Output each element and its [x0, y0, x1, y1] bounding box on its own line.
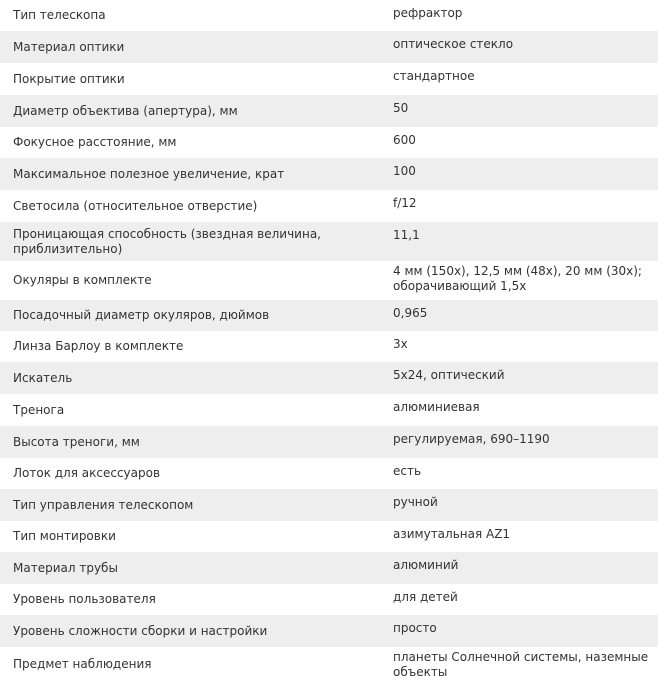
spec-row	[0, 394, 658, 426]
spec-row	[0, 0, 658, 31]
spec-row	[0, 190, 658, 222]
spec-label: Высота треноги, мм	[0, 426, 387, 458]
spec-label: Диаметр объектива (апертура), мм	[0, 95, 387, 127]
spec-value: алюминиевая	[387, 394, 658, 426]
spec-value: 100	[387, 158, 658, 190]
spec-label: Максимальное полезное увеличение, крат	[0, 158, 387, 190]
spec-row	[0, 331, 658, 362]
spec-value: стандартное	[387, 63, 658, 95]
spec-label: Тип телескопа	[0, 0, 387, 31]
spec-label: Уровень сложности сборки и настройки	[0, 615, 387, 647]
spec-label: Фокусное расстояние, мм	[0, 127, 387, 158]
spec-value: азимутальная AZ1	[387, 521, 658, 552]
spec-row	[0, 31, 658, 63]
spec-value: 0,965	[387, 300, 658, 331]
spec-value: 600	[387, 127, 658, 158]
spec-value: алюминий	[387, 552, 658, 584]
spec-value: есть	[387, 458, 658, 489]
spec-label: Проницающая способность (звездная величина, приблизительно)	[0, 222, 387, 261]
spec-label: Тип монтировки	[0, 521, 387, 552]
spec-label: Предмет наблюдения	[0, 647, 387, 682]
spec-row	[0, 552, 658, 584]
spec-row	[0, 158, 658, 190]
spec-row	[0, 362, 658, 394]
spec-row	[0, 127, 658, 158]
spec-label: Светосила (относительное отверстие)	[0, 190, 387, 222]
spec-row	[0, 458, 658, 489]
spec-value: 3x	[387, 331, 658, 362]
spec-value: ручной	[387, 489, 658, 521]
spec-value: 4 мм (150x), 12,5 мм (48x), 20 мм (30x); оборачивающий 1,5x	[387, 261, 658, 300]
spec-row	[0, 584, 658, 615]
spec-label: Тип управления телескопом	[0, 489, 387, 521]
spec-value: f/12	[387, 190, 658, 222]
spec-row	[0, 300, 658, 331]
spec-label: Уровень пользователя	[0, 584, 387, 615]
spec-label: Искатель	[0, 362, 387, 394]
spec-row	[0, 521, 658, 552]
spec-value: 11,1	[387, 222, 658, 261]
spec-value: регулируемая, 690–1190	[387, 426, 658, 458]
spec-label: Лоток для аксессуаров	[0, 458, 387, 489]
spec-row	[0, 489, 658, 521]
spec-value: 5x24, оптический	[387, 362, 658, 394]
spec-label: Тренога	[0, 394, 387, 426]
spec-label: Покрытие оптики	[0, 63, 387, 95]
spec-value: 50	[387, 95, 658, 127]
spec-value: оптическое стекло	[387, 31, 658, 63]
spec-row	[0, 95, 658, 127]
spec-label: Окуляры в комплекте	[0, 261, 387, 300]
spec-value: просто	[387, 615, 658, 647]
spec-row	[0, 222, 658, 261]
spec-label: Материал трубы	[0, 552, 387, 584]
spec-label: Посадочный диаметр окуляров, дюймов	[0, 300, 387, 331]
spec-label: Линза Барлоу в комплекте	[0, 331, 387, 362]
spec-row	[0, 615, 658, 647]
spec-row	[0, 63, 658, 95]
spec-value: рефрактор	[387, 0, 658, 31]
spec-value: планеты Солнечной системы, наземные объекты	[387, 647, 658, 682]
spec-value: для детей	[387, 584, 658, 615]
spec-row	[0, 647, 658, 682]
spec-row	[0, 261, 658, 300]
spec-row	[0, 426, 658, 458]
spec-label: Материал оптики	[0, 31, 387, 63]
